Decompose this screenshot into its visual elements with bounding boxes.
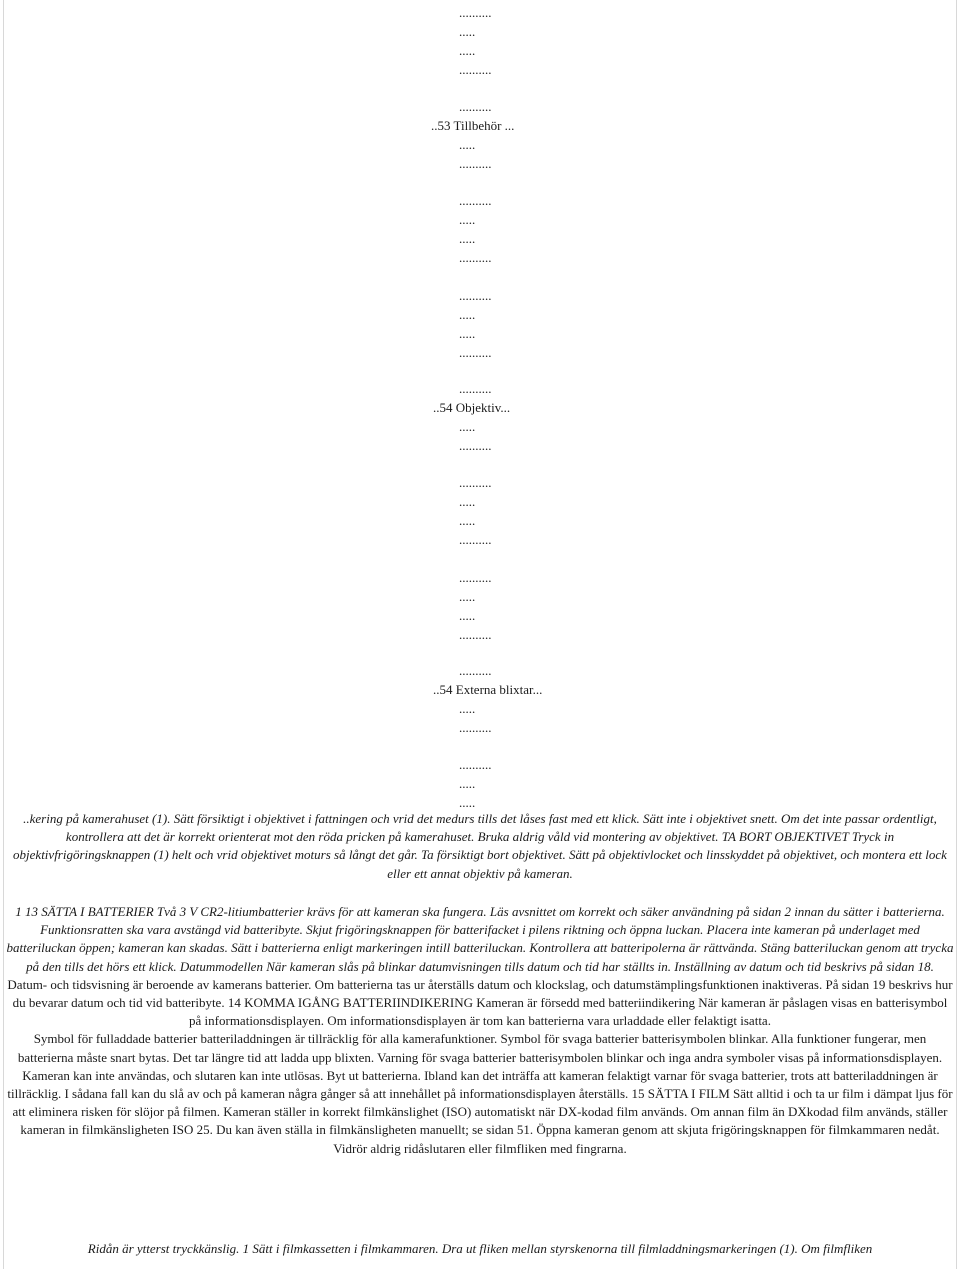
toc-line: .....: [459, 513, 476, 528]
toc-line: .....: [459, 231, 476, 246]
toc-line: ..........: [459, 62, 492, 77]
paragraph-lens-mounting: [6, 810, 954, 883]
toc-line: ..........: [459, 438, 492, 453]
toc-line: ..........: [459, 381, 492, 396]
page-border-left: [3, 0, 4, 1269]
toc-line: .....: [459, 24, 476, 39]
toc-line: ..........: [459, 99, 492, 114]
batteries-text-3: Symbol för fulladdade batterier batteriladdningen är tillräcklig för alla kamerafunktioner. Symbol för svaga batterier batterisymbolen blinkar. Alla funktioner fungerar, men batterierna måste snart bytas. Det tar längre tid att ladda upp blixten. Varning för svaga batterier batterisymbolen blinkar och inga andra symboler visas på informationsdisplayen.: [17, 1031, 943, 1065]
toc-line: .....: [459, 326, 476, 341]
toc-line: ..........: [459, 570, 492, 585]
toc-line: ..........: [459, 757, 492, 772]
toc-line: .....: [459, 419, 476, 434]
toc-line: ..........: [459, 720, 492, 735]
paragraph-film-loading: [6, 1240, 954, 1258]
toc-line: .....: [459, 307, 476, 322]
toc-line: .....: [459, 212, 476, 227]
toc-line: .....: [459, 608, 476, 623]
toc-line: ..........: [459, 532, 492, 547]
lens-mounting-text: ..kering på kamerahuset (1). Sätt försiktigt i objektivet i fattningen och vrid det medurs tills det låses fast med ett klick. Sätt inte i objektivet snett. Om det inte passar ordentligt, kontrollera att det är korrekt orienterat mot den röda pricken på kamerahuset. Bruka aldrig våld vid montering av objektivet. TA BORT OBJEKTIVET Tryck in objektivfrigöringsknappen (1) helt och vrid objektivet moturs så långt det går. Ta försiktigt bort objektivet. Sätt på objektivlocket och linsskyddet på objektivet, och montera ett lock eller ett annat objektiv på kameran.: [13, 811, 947, 881]
toc-line: ..........: [459, 663, 492, 678]
toc-line: ..........: [459, 250, 492, 265]
toc-line: .....: [459, 137, 476, 152]
toc-line: ..........: [459, 627, 492, 642]
paragraph-batteries: [6, 903, 954, 1158]
toc-line: .....: [459, 795, 476, 810]
toc-entry-externa-blixtar: ..54 Externa blixtar...: [433, 682, 543, 697]
toc-line: ..........: [459, 475, 492, 490]
toc-line: ..........: [459, 345, 492, 360]
toc-line: ..........: [459, 156, 492, 171]
toc-line: .....: [459, 589, 476, 604]
toc-entry-objektiv: ..54 Objektiv...: [433, 400, 511, 415]
toc-line: .....: [459, 701, 476, 716]
toc-line: .....: [459, 494, 476, 509]
batteries-text-1: 1 13 SÄTTA I BATTERIER Två 3 V CR2-litiumbatterier krävs för att kameran ska fungera. Läs avsnittet om korrekt och säker användning på sidan 2 innan du sätter i batterierna. Funktionsratten ska vara avstängd vid batteribyte. Skjut frigöringsknappen för batterifacket i pilens riktning och öppna luckan. Placera inte kameran på underlaget med batteriluckan öppen; kameran kan skadas. Sätt i batterierna enligt markeringen intill batteriluckan. Kontrollera att batteripolerna är rättvända. Stäng batteriluckan genom att trycka på den tills det hörs ett klick. Datummodellen När kameran slås på blinkar datumvisningen tills datum och tid har ställts in. Inställning av datum och tid beskrivs på sidan 18.: [6, 904, 954, 974]
toc-line: ..........: [459, 193, 492, 208]
page-border-right: [956, 0, 957, 1269]
batteries-text-4: Kameran kan inte användas, och slutaren kan inte utlösas. Byt ut batterierna. Ibland kan det inträffa att kameran felaktigt varnar för svaga batterier, trots att batteriladdningen är tillräcklig. I sådana fall kan du slå av och på kameran några gånger så att innehållet på informationsdisplayen återställs. 15 SÄTTA I FILM Sätt alltid i och ta ur film i dämpat ljus för att eliminera risken för slöjor på filmen. Kameran ställer in korrekt filmkänslighet (ISO) automatiskt när DX-kodad film används. Om annan film än DXkodad film används, ställer kameran in filmkänsligheten ISO 25. Du kan även ställa in filmkänsligheten manuellt; se sidan 51. Öppna kameran genom att skjuta frigöringsknappen för filmkammaren nedåt. Vidrör aldrig ridåslutaren eller filmfliken med fingrarna.: [7, 1067, 953, 1156]
film-loading-text: Ridån är ytterst tryckkänslig. 1 Sätt i filmkassetten i filmkammaren. Dra ut fliken mellan styrskenorna till filmladdningsmarkeringen (1). Om filmfliken: [87, 1241, 873, 1256]
toc-entry-tillbehor: ..53 Tillbehör ...: [431, 118, 515, 133]
toc-line: ..........: [459, 5, 492, 20]
toc-line: .....: [459, 43, 476, 58]
batteries-text-2: Datum- och tidsvisning är beroende av kamerans batterier. Om batterierna tas ur återställs datum och klockslag, och datumstämplingsfunktionen inaktiveras. På sidan 19 beskrivs hur du bevarar datum och tid vid batteribyte. 14 KOMMA IGÅNG BATTERIINDIKERING Kameran är försedd med batteriindikering När kameran är påslagen visas en batterisymbol på informationsdisplayen. Om informationsdisplayen är tom kan batterierna vara urladdade eller felaktigt isatta.: [7, 976, 953, 1029]
toc-line: ..........: [459, 288, 492, 303]
toc-line: .....: [459, 776, 476, 791]
